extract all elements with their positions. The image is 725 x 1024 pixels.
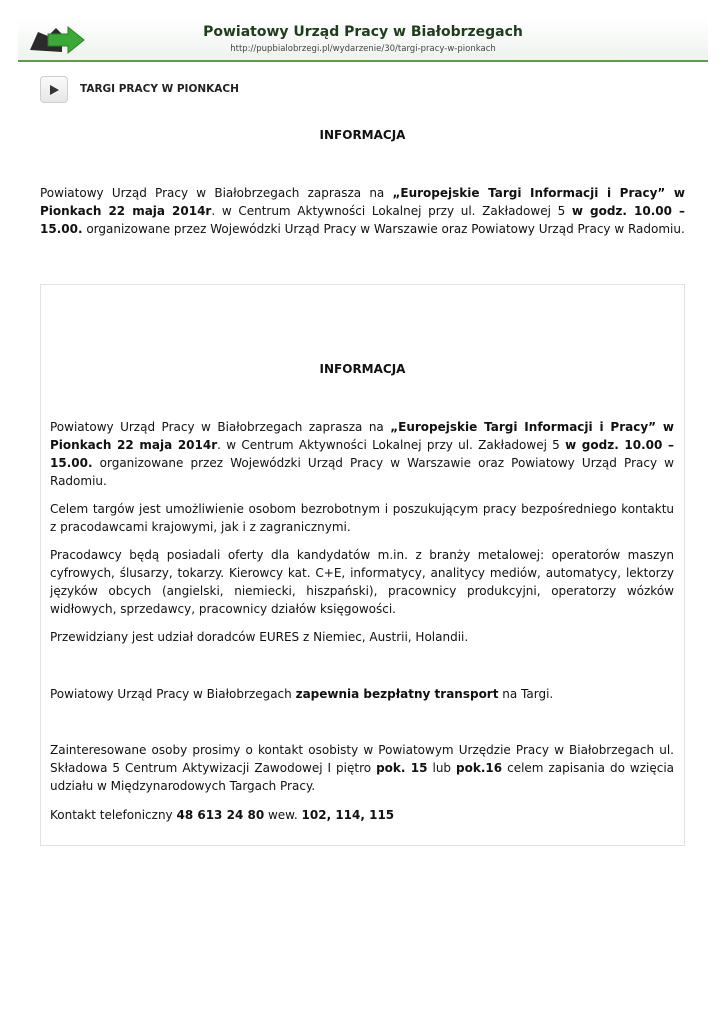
- box-paragraph-6: [50, 741, 674, 795]
- page-header: [18, 18, 708, 62]
- room-number: pok. 15: [376, 761, 428, 775]
- box-heading: INFORMACJA: [319, 362, 406, 376]
- event-hours: w godz. 10.00 – 15.00.: [40, 204, 685, 236]
- text: Powiatowy Urząd Pracy w Białobrzegach zaprasza na: [40, 186, 393, 200]
- text: organizowane przez Wojewódzki Urząd Pracy w Warszawie oraz Powiatowy Urząd Pracy w Radomiu.: [82, 222, 685, 236]
- page-url[interactable]: http://pupbialobrzegi.pl/wydarzenie/30/targi-pracy-w-pionkach: [230, 44, 496, 54]
- box-paragraph-2: Celem targów jest umożliwienie osobom bezrobotnym i poszukującym pracy bezpośredniego kontaktu z pracodawcami krajowymi, jak i z zagranicznymi.: [50, 502, 674, 534]
- text: Zainteresowane osoby prosimy o kontakt osobisty w Powiatowym Urzędzie Pracy w Białobrzegach ul. Składowa 5 Centrum Aktywizacji Zawodowej I piętro: [50, 743, 674, 775]
- room-number: pok.16: [456, 761, 503, 775]
- extension-numbers: 102, 114, 115: [301, 808, 395, 822]
- text: wew.: [264, 808, 302, 822]
- box-paragraph-4: Przewidziany jest udział doradców EURES z Niemiec, Austrii, Holandii.: [50, 630, 469, 644]
- transport-note: zapewnia bezpłatny transport: [295, 687, 499, 701]
- box-paragraph-5: [50, 685, 674, 703]
- text: . w Centrum Aktywności Lokalnej przy ul. Zakładowej 5: [211, 204, 572, 218]
- text: Powiatowy Urząd Pracy w Białobrzegach: [50, 687, 296, 701]
- box-paragraph-7: [50, 806, 674, 824]
- event-name: „Europejskie Targi Informacji i Pracy” w Pionkach 22 maja 2014r: [50, 420, 674, 452]
- text: na Targi.: [498, 687, 554, 701]
- phone-number: 48 613 24 80: [176, 808, 265, 822]
- event-hours: w godz. 10.00 – 15.00.: [50, 438, 674, 470]
- text: Powiatowy Urząd Pracy w Białobrzegach zaprasza na: [50, 420, 391, 434]
- text: Kontakt telefoniczny: [50, 808, 177, 822]
- site-title: Powiatowy Urząd Pracy w Białobrzegach: [203, 24, 523, 40]
- text: celem zapisania do wzięcia udziału w Międzynarodowych Targach Pracy.: [50, 761, 675, 793]
- section-title: TARGI PRACY W PIONKACH: [80, 83, 239, 95]
- intro-heading: INFORMACJA: [319, 128, 406, 142]
- box-paragraph-3: Pracodawcy będą posiadali oferty dla kandydatów m.in. z branży metalowej: operatorów maszyn cyfrowych, ślusarzy, tokarzy. Kierowcy kat. C+E, informatycy, analitycy mediów, automatycy, lektorzy języków obcych (angielski, niemiecki, hiszpański), pracownicy produkcyjni, operatorzy wózków widłowych, sprzedawcy, pracownicy działów księgowości.: [50, 548, 674, 616]
- text: organizowane przez Wojewódzki Urząd Pracy w Warszawie oraz Powiatowy Urząd Pracy w Radomiu.: [50, 456, 674, 488]
- box-paragraph-1: [50, 418, 674, 490]
- section-nav-button[interactable]: [40, 76, 68, 103]
- text: . w Centrum Aktywności Lokalnej przy ul. Zakładowej 5: [217, 438, 566, 452]
- intro-paragraph: [40, 184, 685, 238]
- event-name: „Europejskie Targi Informacji i Pracy” w Pionkach 22 maja 2014r: [40, 186, 685, 218]
- play-arrow-icon: [49, 84, 60, 96]
- text: lub: [427, 761, 457, 775]
